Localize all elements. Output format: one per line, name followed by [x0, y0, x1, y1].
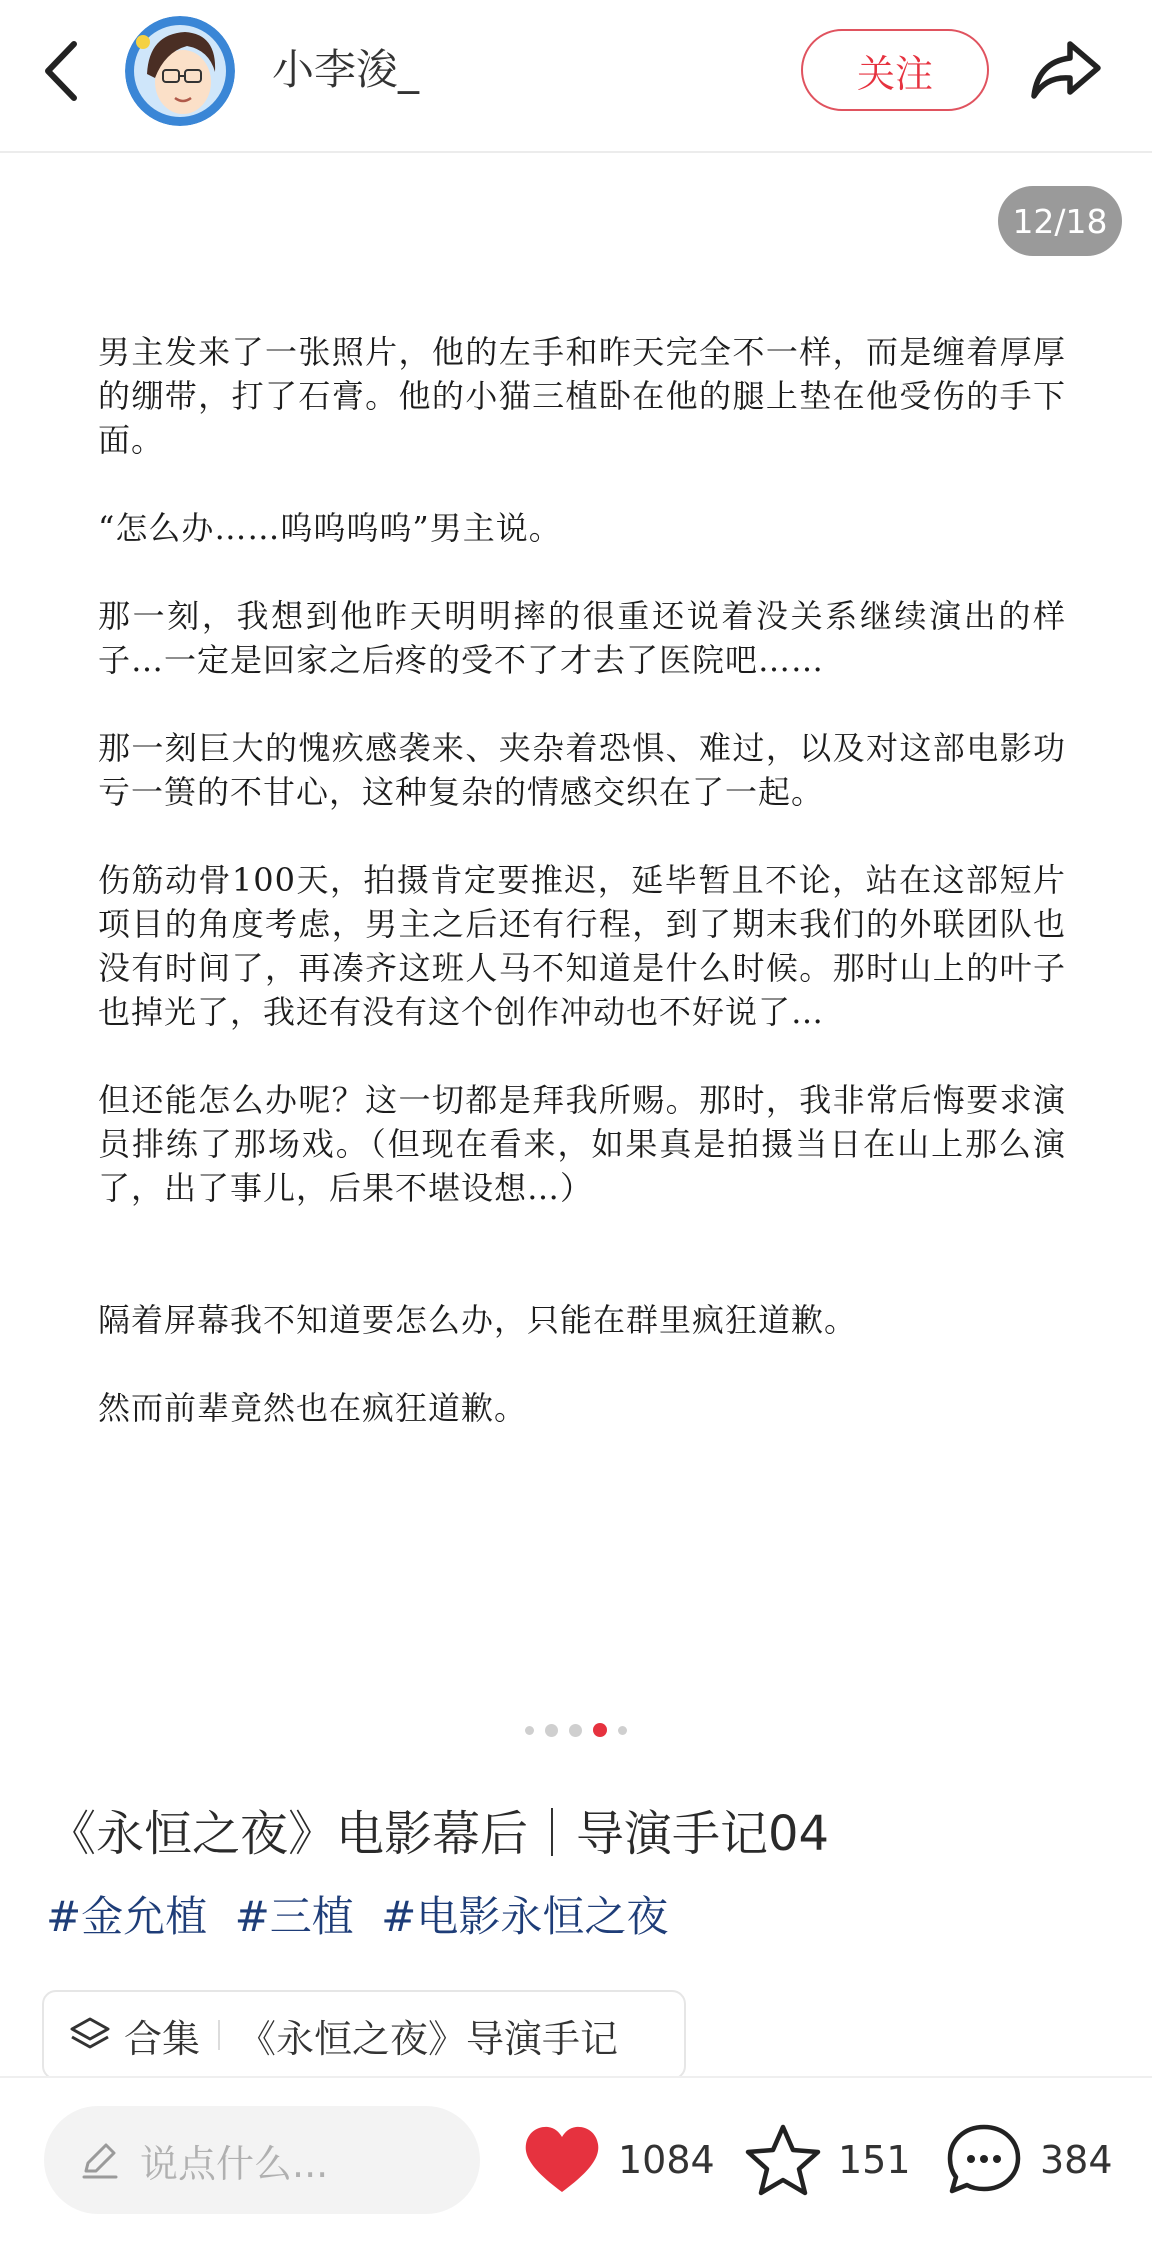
cartoon-avatar-icon	[125, 16, 235, 126]
hashtag[interactable]: #金允植	[46, 1892, 208, 1941]
comment-placeholder: 说点什么...	[140, 2141, 329, 2186]
hashtag[interactable]: #电影永恒之夜	[381, 1892, 669, 1941]
star-icon	[744, 2122, 822, 2198]
collection-name: 《永恒之夜》导演手记	[238, 2016, 619, 2061]
note-paragraph: 男主发来了一张照片，他的左手和昨天完全不一样，而是缠着厚厚的绷带，打了石膏。他的小猫三植卧在他的腿上垫在他受伤的手下面。	[98, 333, 1066, 459]
layers-icon	[68, 2013, 112, 2057]
carousel-dot-active	[593, 1723, 607, 1737]
carousel-indicator	[0, 1720, 1152, 1740]
comment-button[interactable]	[944, 2106, 1113, 2214]
note-paragraph: 那一刻巨大的愧疚感袭来、夹杂着恐惧、难过，以及对这部电影功亏一篑的不甘心，这种复杂的情感交织在了一起。	[98, 729, 1066, 811]
note-paragraph: 但还能怎么办呢？这一切都是拜我所赐。那时，我非常后悔要求演员排练了那场戏。（但现在看来，如果真是拍摄当日在山上那么演了，出了事儿，后果不堪设想…）	[98, 1081, 1066, 1207]
username[interactable]: 小李浚_	[272, 45, 420, 94]
hashtag-list	[46, 1886, 682, 1948]
hashtag[interactable]: #三植	[234, 1892, 354, 1941]
carousel-dot	[525, 1726, 534, 1735]
collection-chip[interactable]	[42, 1990, 686, 2080]
follow-button[interactable]: 关注	[801, 29, 989, 111]
carousel-dot	[545, 1724, 558, 1737]
back-button[interactable]	[38, 36, 88, 106]
collect-count: 151	[838, 2138, 911, 2182]
like-count: 1084	[618, 2138, 715, 2182]
collection-label: 合集	[124, 2016, 201, 2061]
heart-icon	[522, 2124, 602, 2196]
like-button[interactable]	[522, 2106, 715, 2214]
bottom-action-bar	[0, 2076, 1152, 2243]
note-paragraph: 隔着屏幕我不知道要怎么办，只能在群里疯狂道歉。	[98, 1301, 858, 1339]
note-paragraph: 伤筋动骨100天，拍摄肯定要推迟，延毕暂且不论，站在这部短片项目的角度考虑，男主之后还有行程，到了期末我们的外联团队也没有时间了，再凑齐这班人马不知道是什么时候。那时山上的叶子也掉光了，我还有没有这个创作冲动也不好说了…	[98, 861, 1066, 1031]
avatar[interactable]	[125, 16, 235, 126]
collect-button[interactable]	[744, 2106, 911, 2214]
note-paragraph: 然而前辈竟然也在疯狂道歉。	[98, 1389, 528, 1427]
back-arrow-icon	[38, 36, 88, 106]
image-page-counter: 12/18	[998, 186, 1122, 256]
collection-divider	[218, 2020, 220, 2050]
note-paragraph: “怎么办……呜呜呜呜”男主说。	[98, 509, 562, 547]
comment-input[interactable]	[44, 2106, 480, 2214]
carousel-dot	[569, 1724, 582, 1737]
comment-bubble-icon	[944, 2121, 1024, 2199]
note-image-text	[98, 330, 1066, 1474]
comment-count: 384	[1040, 2138, 1113, 2182]
post-title: 《永恒之夜》电影幕后｜导演手记04	[48, 1806, 830, 1862]
carousel-dot	[618, 1726, 627, 1735]
pencil-icon	[76, 2137, 122, 2183]
top-header	[0, 0, 1152, 153]
share-button[interactable]	[1028, 34, 1104, 104]
note-paragraph: 那一刻，我想到他昨天明明摔的很重还说着没关系继续演出的样子…一定是回家之后疼的受不了才去了医院吧……	[98, 597, 1066, 679]
share-icon	[1028, 34, 1104, 104]
